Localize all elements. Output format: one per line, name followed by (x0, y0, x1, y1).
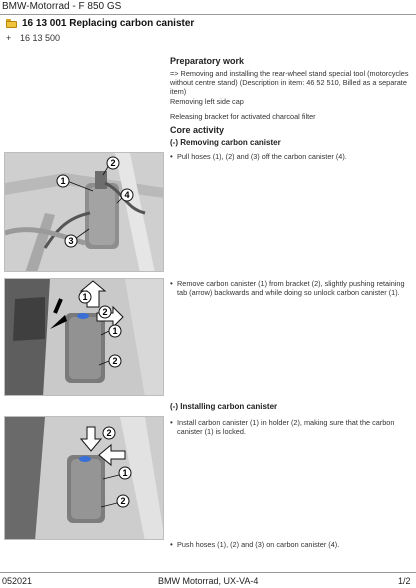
fig1-callout-4: 4 (124, 190, 130, 200)
bullet-icon: • (170, 279, 173, 288)
folder-icon (6, 19, 17, 28)
step-4-text: Push hoses (1), (2) and (3) on carbon canister (4). (177, 540, 340, 549)
preparatory-section (170, 57, 410, 121)
footer-divider (0, 572, 416, 573)
bullet-icon: • (170, 152, 173, 161)
fig1-callout-2: 2 (110, 158, 116, 168)
installing-heading: (-) Installing carbon canister (170, 402, 278, 411)
figure-2-photo (4, 278, 164, 396)
step-1-text: Pull hoses (1), (2) and (3) off the carbon canister (4). (177, 152, 347, 161)
fig3-callout-2b: 2 (120, 496, 126, 506)
header-divider (0, 14, 416, 15)
plus-sign: + (6, 33, 12, 43)
fig3-callout-2: 2 (106, 428, 112, 438)
figure-1-photo (4, 152, 164, 272)
fig2-callout-1: 1 (82, 292, 88, 302)
removing-heading: (-) Removing carbon canister (170, 138, 281, 147)
preparatory-heading: Preparatory work (170, 56, 245, 66)
bullet-icon: • (170, 540, 173, 549)
core-section (170, 126, 410, 161)
step-2-text: Remove carbon canister (1) from bracket (2), slightly pushing retaining tab (arrow) backwards and while doing so unlock carbon canister (1). (177, 279, 405, 297)
job-subnumber-row (6, 33, 60, 43)
document-header-title: BMW-Motorrad - F 850 GS (2, 1, 122, 12)
core-heading: Core activity (170, 125, 225, 135)
footer-center: BMW Motorrad, UX-VA-4 (158, 576, 259, 586)
figure-3-photo (4, 416, 164, 540)
footer-date: 052021 (2, 576, 33, 586)
job-title: 16 13 001 Replacing carbon canister (22, 18, 195, 29)
fig1-callout-3: 3 (68, 236, 74, 246)
preparatory-line-1: Removing left side cap (170, 97, 244, 106)
fig1-callout-1: 1 (60, 176, 66, 186)
job-number: 16 13 500 (20, 33, 61, 43)
step-3-text: Install carbon canister (1) in holder (2), making sure that the carbon canister (1) is locked. (177, 418, 395, 436)
fig2-callout-2: 2 (102, 307, 108, 317)
step-2 (170, 279, 410, 297)
step-3 (170, 418, 410, 436)
job-title-row (6, 18, 194, 29)
fig2-callout-1b: 1 (112, 326, 118, 336)
preparatory-line-0: => Removing and installing the rear-wheel stand special tool (motorcycles without centre stand) (Description in item: 46 52 510, Billed as a separate item) (170, 69, 409, 96)
fig3-callout-1: 1 (122, 468, 128, 478)
preparatory-line-2: Releasing bracket for activated charcoal filter (170, 112, 316, 121)
footer-page: 1/2 (398, 576, 411, 586)
fig2-callout-2b: 2 (112, 356, 118, 366)
step-4 (170, 540, 410, 549)
installing-section (170, 402, 410, 436)
bullet-icon: • (170, 418, 173, 427)
step-1 (170, 152, 410, 161)
